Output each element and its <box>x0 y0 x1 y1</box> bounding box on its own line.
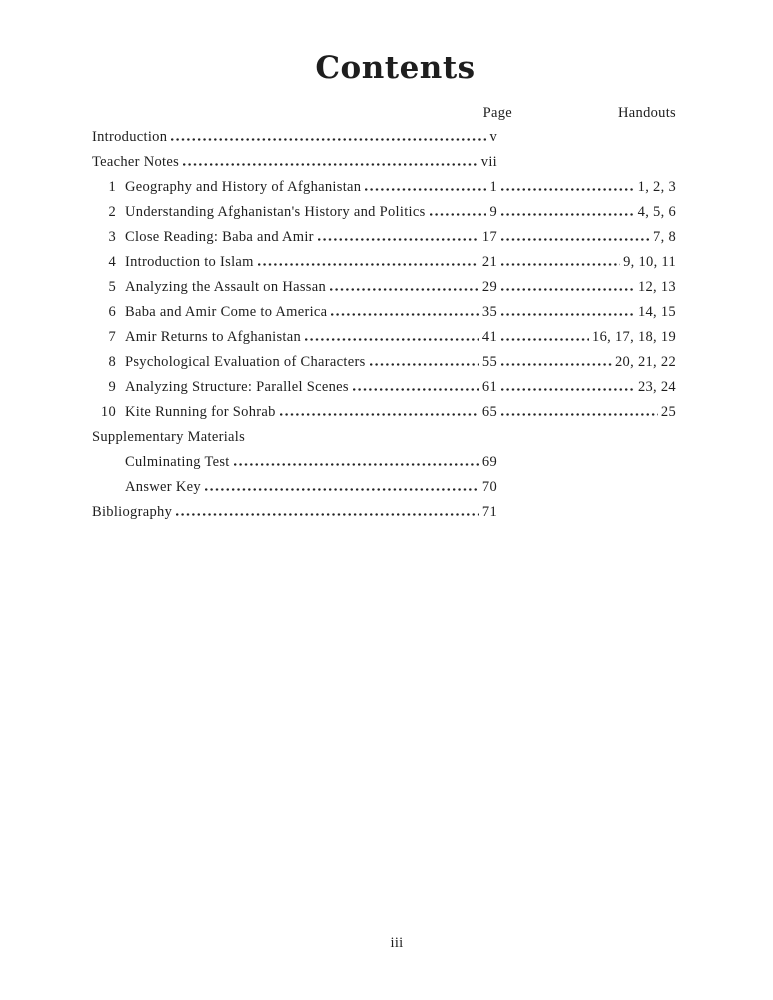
toc-row <box>92 355 676 370</box>
entry-title: Amir Returns to Afghanistan <box>125 329 302 345</box>
page-number: 55 <box>481 354 497 370</box>
dot-leader <box>365 188 486 191</box>
toc-row <box>92 205 676 220</box>
dot-leader <box>183 163 478 166</box>
handout-numbers: 14, 15 <box>637 304 676 320</box>
page-number: 70 <box>481 479 497 495</box>
entry-title: Teacher Notes <box>92 154 180 170</box>
dot-leader <box>501 313 635 316</box>
toc-row <box>92 405 676 420</box>
toc-list <box>92 130 676 520</box>
entry-title: Answer Key <box>125 479 201 495</box>
entry-title: Psychological Evaluation of Characters <box>125 354 366 370</box>
dot-leader <box>330 288 479 291</box>
toc-row <box>92 155 676 170</box>
toc-row-tail <box>497 405 676 420</box>
toc-row-main <box>92 280 497 295</box>
chapter-number: 10 <box>100 404 116 420</box>
entry-title: Supplementary Materials <box>92 429 246 445</box>
handout-numbers: 7, 8 <box>653 229 676 245</box>
toc-row-tail <box>497 255 676 270</box>
dot-leader <box>501 213 635 216</box>
dot-leader <box>205 488 479 491</box>
page-number: 29 <box>481 279 497 295</box>
toc-row-tail <box>497 280 676 295</box>
toc-row-tail <box>497 380 676 395</box>
page-number: 21 <box>481 254 497 270</box>
toc-content <box>92 52 676 530</box>
toc-row <box>92 180 676 195</box>
handout-numbers: 20, 21, 22 <box>615 354 676 370</box>
toc-row-main <box>92 180 497 195</box>
entry-title: Kite Running for Sohrab <box>125 404 276 420</box>
handout-numbers: 23, 24 <box>637 379 676 395</box>
toc-row <box>92 380 676 395</box>
page-number: 9 <box>489 204 497 220</box>
chapter-number: 9 <box>108 379 116 395</box>
toc-row-main <box>92 255 497 270</box>
dot-leader <box>501 363 612 366</box>
chapter-number: 3 <box>108 229 116 245</box>
toc-row <box>92 455 676 470</box>
chapter-number: 7 <box>108 329 116 345</box>
folio-page-number: iii <box>390 935 404 951</box>
handout-numbers: 9, 10, 11 <box>623 254 676 270</box>
chapter-number: 8 <box>108 354 116 370</box>
dot-leader <box>318 238 479 241</box>
toc-row <box>92 230 676 245</box>
dot-leader <box>501 188 635 191</box>
dot-leader <box>234 463 479 466</box>
page-number: 61 <box>481 379 497 395</box>
toc-row-main <box>92 130 497 145</box>
entry-title: Bibliography <box>92 504 173 520</box>
page-number: 17 <box>481 229 497 245</box>
toc-row-main <box>92 480 497 495</box>
dot-leader <box>430 213 487 216</box>
handout-numbers: 1, 2, 3 <box>637 179 676 195</box>
toc-row-main <box>92 455 497 470</box>
dot-leader <box>176 513 479 516</box>
page-number: 1 <box>489 179 497 195</box>
chapter-number: 4 <box>108 254 116 270</box>
page-number: 71 <box>481 504 497 520</box>
dot-leader <box>331 313 479 316</box>
entry-title: Baba and Amir Come to America <box>125 304 328 320</box>
dot-leader <box>305 338 479 341</box>
toc-row-tail <box>497 230 676 245</box>
toc-row-main <box>92 405 497 420</box>
toc-row-main <box>92 505 497 520</box>
dot-leader <box>501 388 635 391</box>
entry-title: Understanding Afghanistan's History and Politics <box>125 204 426 220</box>
page-title: Contents <box>315 50 476 86</box>
column-header-handouts: Handouts <box>618 105 676 121</box>
page-number: vii <box>480 154 497 170</box>
toc-row-tail <box>497 305 676 320</box>
toc-row <box>92 305 676 320</box>
handout-numbers: 25 <box>660 404 676 420</box>
toc-row-tail <box>497 180 676 195</box>
toc-row <box>92 480 676 495</box>
dot-leader <box>353 388 479 391</box>
chapter-number: 2 <box>108 204 116 220</box>
entry-title: Introduction <box>92 129 168 145</box>
dot-leader <box>501 288 635 291</box>
toc-row <box>92 255 676 270</box>
toc-row-main <box>92 230 497 245</box>
toc-row-main <box>92 305 497 320</box>
dot-leader <box>501 338 589 341</box>
dot-leader <box>258 263 479 266</box>
toc-row-tail <box>497 205 676 220</box>
toc-row-main <box>92 355 497 370</box>
toc-row-tail <box>497 355 676 370</box>
toc-row <box>92 505 676 520</box>
page-number: 69 <box>481 454 497 470</box>
page-number: 41 <box>481 329 497 345</box>
toc-row-tail <box>497 330 676 345</box>
toc-row-main <box>92 430 497 445</box>
toc-row-main <box>92 155 497 170</box>
page-number: 65 <box>481 404 497 420</box>
handout-numbers: 12, 13 <box>637 279 676 295</box>
page-number: v <box>489 129 497 145</box>
handout-numbers: 16, 17, 18, 19 <box>592 329 676 345</box>
entry-title: Analyzing Structure: Parallel Scenes <box>125 379 349 395</box>
column-headers <box>92 106 676 121</box>
dot-leader <box>501 413 658 416</box>
entry-title: Geography and History of Afghanistan <box>125 179 362 195</box>
toc-row-main <box>92 205 497 220</box>
toc-row <box>92 130 676 145</box>
toc-row <box>92 330 676 345</box>
dot-leader <box>501 263 620 266</box>
chapter-number: 6 <box>108 304 116 320</box>
chapter-number: 1 <box>108 179 116 195</box>
page-number: 35 <box>481 304 497 320</box>
entry-title: Culminating Test <box>125 454 230 470</box>
dot-leader <box>171 138 486 141</box>
entry-title: Analyzing the Assault on Hassan <box>125 279 326 295</box>
entry-title: Close Reading: Baba and Amir <box>125 229 314 245</box>
toc-row-main <box>92 330 497 345</box>
column-header-page: Page <box>482 105 512 121</box>
toc-row <box>92 280 676 295</box>
entry-title: Introduction to Islam <box>125 254 254 270</box>
dot-leader <box>501 238 650 241</box>
dot-leader <box>370 363 479 366</box>
toc-section-heading <box>92 430 676 445</box>
toc-row-main <box>92 380 497 395</box>
handout-numbers: 4, 5, 6 <box>637 204 676 220</box>
dot-leader <box>280 413 479 416</box>
chapter-number: 5 <box>108 279 116 295</box>
